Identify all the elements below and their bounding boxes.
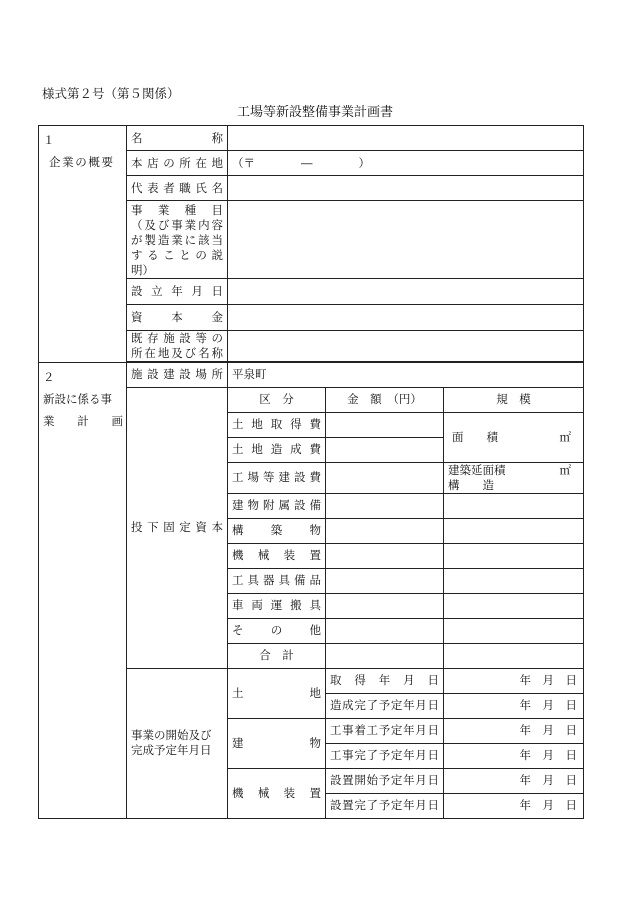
land-acquisition-date-label: 取得年月日	[326, 668, 444, 693]
col-amount-header: 金 額 （円）	[326, 387, 444, 412]
scale-other[interactable]	[444, 618, 584, 643]
land-development-date-field[interactable]: 年 月 日	[444, 693, 584, 718]
area-unit: ㎡	[559, 429, 571, 444]
representative-label: 代表者職氏名	[127, 176, 228, 201]
section1-title: 企業の概要	[49, 154, 113, 169]
scale-tools[interactable]	[444, 568, 584, 593]
section2-header-cell	[39, 362, 127, 818]
existing-facilities-line1: 既存施設等の	[131, 331, 223, 345]
amount-structures[interactable]	[326, 518, 444, 543]
existing-facilities-label	[127, 331, 228, 362]
existing-facilities-line2: 所在地及び名称	[131, 345, 223, 360]
section2-number: ２	[43, 369, 55, 384]
business-type-line2: （及び事業内容	[131, 217, 223, 232]
amount-land-acquisition[interactable]	[326, 412, 444, 437]
schedule-label-line2: 完成予定年月日	[131, 743, 212, 758]
scale-machinery[interactable]	[444, 543, 584, 568]
scale-area-cell[interactable]	[444, 412, 584, 462]
investment-label: 投下固定資本	[127, 387, 228, 668]
col-scale-header: 規 模	[444, 387, 584, 412]
business-type-field[interactable]	[228, 201, 584, 279]
company-name-field[interactable]	[228, 126, 584, 151]
established-date-label: 設立年月日	[127, 279, 228, 305]
existing-facilities-field[interactable]	[228, 331, 584, 362]
head-office-field[interactable]	[228, 151, 584, 176]
established-date-field[interactable]	[228, 279, 584, 305]
amount-building-construction[interactable]	[326, 462, 444, 493]
scale-total[interactable]	[444, 643, 584, 668]
business-type-line3: が製造業に該当	[131, 232, 223, 247]
item-land-development: 土地造成費	[228, 437, 326, 462]
schedule-label-line1: 事業の開始及び	[131, 728, 212, 743]
section1-header-cell	[39, 126, 127, 363]
item-vehicles: 車両運搬具	[228, 593, 326, 618]
floor-area-unit: ㎡	[559, 462, 571, 477]
postal-code-text: （〒 ― ）	[232, 155, 370, 170]
business-type-line5: 明）	[131, 262, 154, 277]
land-acquisition-date-field[interactable]: 年 月 日	[444, 668, 584, 693]
amount-building-equipment[interactable]	[326, 493, 444, 518]
scale-structures[interactable]	[444, 518, 584, 543]
land-development-date-label: 造成完了予定年月日	[326, 693, 444, 718]
building-start-date-label: 工事着工予定年月日	[326, 718, 444, 743]
schedule-land-label: 土 地	[228, 668, 326, 718]
item-other: その他	[228, 618, 326, 643]
amount-land-development[interactable]	[326, 437, 444, 462]
capital-field[interactable]	[228, 305, 584, 331]
company-name-label: 名 称	[127, 126, 228, 151]
section1-number: １	[43, 133, 55, 147]
amount-vehicles[interactable]	[326, 593, 444, 618]
col-kubun-header: 区 分	[228, 387, 326, 412]
floor-area-label: 建築延面積	[448, 462, 506, 477]
item-tools: 工具器具備品	[228, 568, 326, 593]
schedule-label	[127, 668, 228, 818]
scale-vehicles[interactable]	[444, 593, 584, 618]
amount-tools[interactable]	[326, 568, 444, 593]
area-label: 面 積	[452, 429, 498, 444]
item-building-construction: 工場等建設費	[228, 462, 326, 493]
capital-label: 資本金	[127, 305, 228, 331]
business-type-line4: することの説	[131, 247, 223, 262]
item-total: 合 計	[228, 643, 326, 668]
representative-field[interactable]	[228, 176, 584, 201]
head-office-label: 本店の所在地	[127, 151, 228, 176]
machinery-complete-date-label: 設置完了予定年月日	[326, 793, 444, 818]
scale-building-cell[interactable]	[444, 462, 584, 493]
plan-table	[38, 125, 584, 819]
item-structures: 構築物	[228, 518, 326, 543]
form-number: 様式第２号（第５関係）	[42, 86, 180, 101]
amount-other[interactable]	[326, 618, 444, 643]
item-machinery: 機械装置	[228, 543, 326, 568]
building-start-date-field[interactable]: 年 月 日	[444, 718, 584, 743]
machinery-start-date-field[interactable]: 年 月 日	[444, 768, 584, 793]
amount-total[interactable]	[326, 643, 444, 668]
building-complete-date-field[interactable]: 年 月 日	[444, 743, 584, 768]
business-type-line1: 事 業 種 目	[131, 203, 223, 217]
business-type-label	[127, 201, 228, 279]
item-building-equipment: 建物附属設備	[228, 493, 326, 518]
item-land-acquisition: 土地取得費	[228, 412, 326, 437]
site-label: 施設建設場所	[127, 362, 228, 387]
machinery-start-date-label: 設置開始予定年月日	[326, 768, 444, 793]
structure-label: 構 造	[448, 477, 494, 492]
scale-building-equipment[interactable]	[444, 493, 584, 518]
machinery-complete-date-field[interactable]: 年 月 日	[444, 793, 584, 818]
building-complete-date-label: 工事完了予定年月日	[326, 743, 444, 768]
schedule-building-label: 建 物	[228, 718, 326, 768]
site-field[interactable]: 平泉町	[228, 362, 584, 387]
section2-title: 新設に係る事業計画	[43, 391, 123, 428]
document-title: 工場等新設整備事業計画書	[236, 105, 393, 120]
schedule-machinery-label: 機械装置	[228, 768, 326, 818]
amount-machinery[interactable]	[326, 543, 444, 568]
